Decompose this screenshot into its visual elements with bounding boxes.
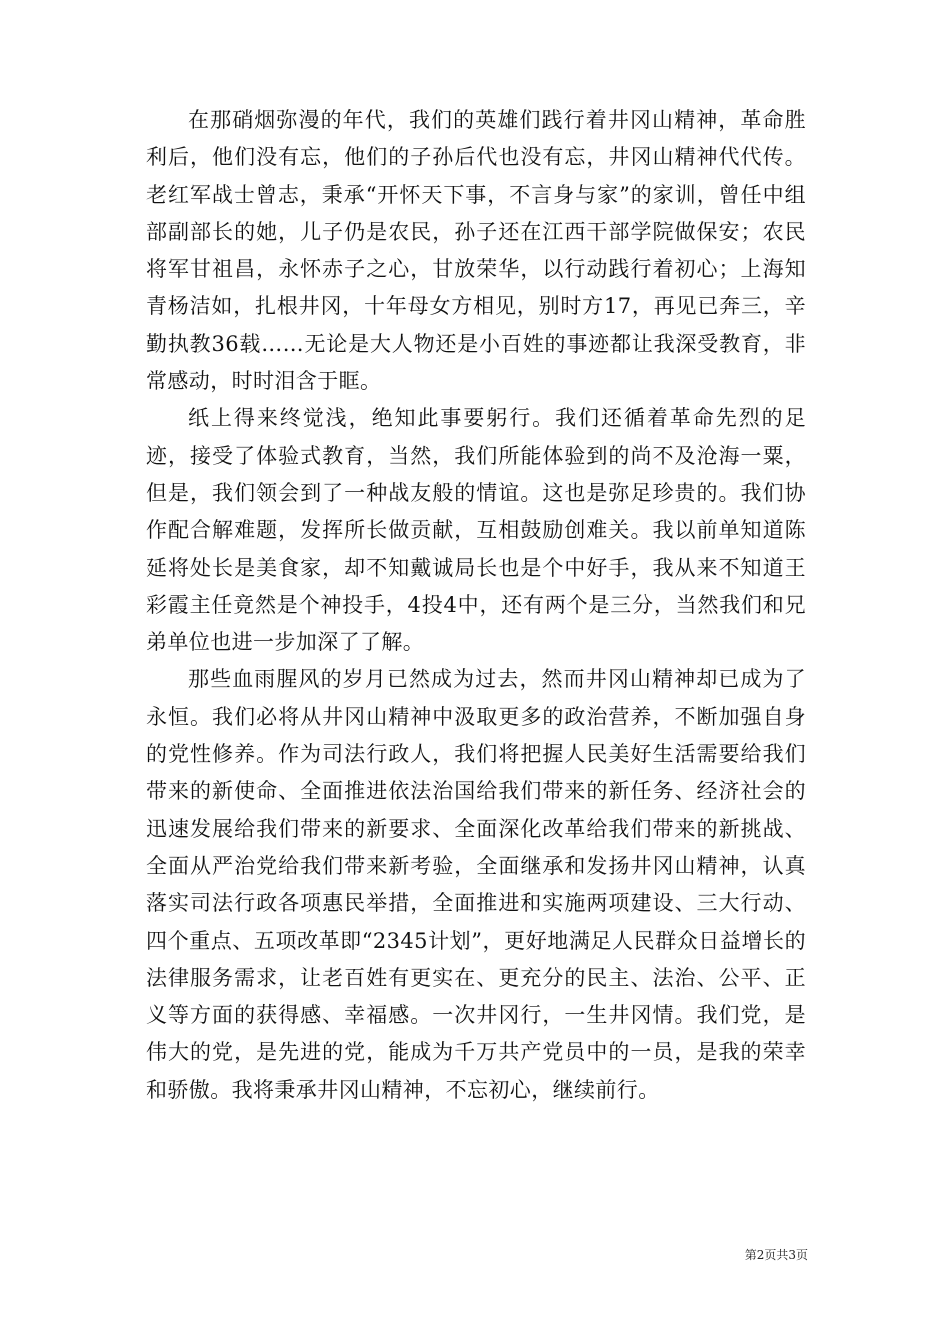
paragraph-2: 纸上得来终觉浅，绝知此事要躬行。我们还循着革命先烈的足迹，接受了体验式教育，当然，我们所能体验到的尚不及沧海一粟，但是，我们领会到了一种战友般的情谊。这也是弥足珍贵的。我们协作配合解难题，发挥所长做贡献，互相鼓励创难关。我以前单知道陈延将处长是美食家，却不知戴诚局长也是个中好手，我从来不知道王彩霞主任竟然是个神投手，4投4中，还有两个是三分，当然我们和兄弟单位也进一步加深了了解。	[146, 406, 806, 655]
document-body	[146, 102, 806, 1109]
page-number-footer: 第2页共3页	[744, 1248, 808, 1262]
paragraph-3: 那些血雨腥风的岁月已然成为过去，然而井冈山精神却已成为了永恒。我们必将从井冈山精神中汲取更多的政治营养，不断加强自身的党性修养。作为司法行政人，我们将把握人民美好生活需要给我们带来的新使命、全面推进依法治国给我们带来的新任务、经济社会的迅速发展给我们带来的新要求、全面深化改革给我们带来的新挑战、全面从严治党给我们带来新考验，全面继承和发扬井冈山精神，认真落实司法行政各项惠民举措，全面推进和实施两项建设、三大行动、四个重点、五项改革即“2345计划”，更好地满足人民群众日益增长的法律服务需求，让老百姓有更实在、更充分的民主、法治、公平、正义等方面的获得感、幸福感。一次井冈行，一生井冈情。我们党，是伟大的党，是先进的党，能成为千万共产党员中的一员，是我的荣幸和骄傲。我将秉承井冈山精神，不忘初心，继续前行。	[146, 667, 806, 1102]
paragraph-1: 在那硝烟弥漫的年代，我们的英雄们践行着井冈山精神，革命胜利后，他们没有忘，他们的子孙后代也没有忘，井冈山精神代代传。老红军战士曾志，秉承“开怀天下事，不言身与家”的家训，曾任中组部副部长的她，儿子仍是农民，孙子还在江西干部学院做保安；农民将军甘祖昌，永怀赤子之心，甘放荣华，以行动践行着初心；上海知青杨洁如，扎根井冈，十年母女方相见，别时方17，再见已奔三，辛勤执教36载……无论是大人物还是小百姓的事迹都让我深受教育，非常感动，时时泪含于眶。	[146, 108, 806, 394]
